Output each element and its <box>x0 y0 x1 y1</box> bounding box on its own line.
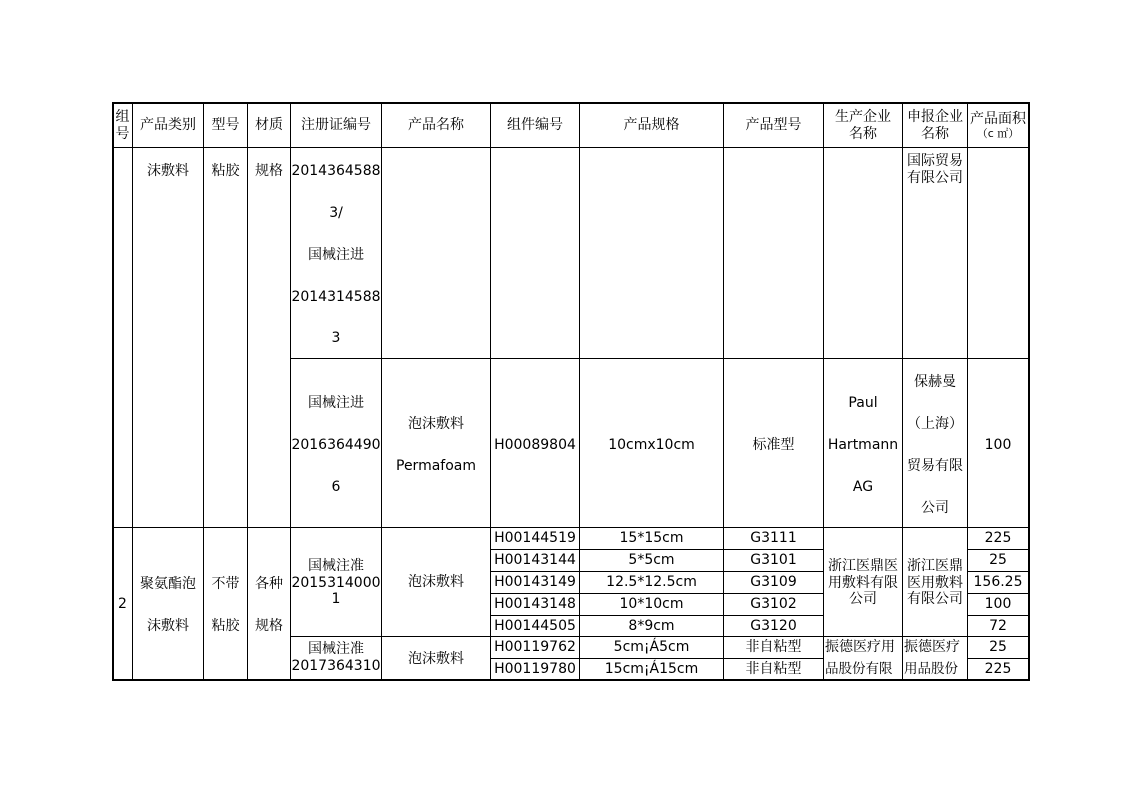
row-area: 25 <box>989 552 1007 569</box>
row-component: H00119762 <box>494 639 576 656</box>
header-product-model: 产品型号 <box>745 117 802 134</box>
group2-model: 粘胶 <box>211 617 240 634</box>
header-applicant: 申报企业 名称 <box>907 108 963 142</box>
group2-material: 规格 <box>255 617 283 634</box>
row-component: H00143148 <box>494 596 576 613</box>
group1-reg-b-line: 6 <box>331 478 341 495</box>
row-component: H00143144 <box>494 552 576 569</box>
group1-reg-a-line: 2014364588 <box>291 162 381 179</box>
group2-name-b: 泡沫敷料 <box>408 650 464 667</box>
row-model: 非自粘型 <box>745 639 802 656</box>
row-model: G3111 <box>750 530 797 547</box>
row-spec: 5*5cm <box>628 552 675 569</box>
group2-name-a: 泡沫敷料 <box>408 573 464 590</box>
group2-applicant-b: 用品股份 <box>904 660 958 677</box>
row-model: G3102 <box>750 596 797 613</box>
header-reg-no: 注册证编号 <box>301 117 371 134</box>
group1-reg-a-line: 2014314588 <box>291 288 381 305</box>
row-component: H00143149 <box>494 574 576 591</box>
group2-manufacturer-b-line1: 振德医疗用 <box>825 639 895 656</box>
header-component-no: 组件编号 <box>507 117 563 134</box>
group1-model: 粘胶 <box>211 162 240 179</box>
group1-applicant-b: 公司 <box>921 499 949 516</box>
row-area: 100 <box>984 596 1012 613</box>
group1-reg-b-line: 2016364490 <box>291 436 381 453</box>
row-spec: 15cm¡Á15cm <box>604 660 699 677</box>
group1-name-b: 泡沫敷料 <box>408 415 464 432</box>
group2-manufacturer-a: 浙江医鼎医 用敷料有限 公司 <box>828 557 898 608</box>
group1-manufacturer-b: Hartmann <box>827 436 899 453</box>
row-area: 156.25 <box>973 574 1023 591</box>
header-category: 产品类别 <box>140 117 196 134</box>
group1-applicant-b: （上海） <box>907 415 963 432</box>
row-spec: 15*15cm <box>619 530 684 547</box>
row-model: G3109 <box>750 574 797 591</box>
header-model: 型号 <box>211 117 240 134</box>
group1-reg-b-line: 国械注进 <box>308 394 364 411</box>
row-area: 225 <box>984 660 1012 677</box>
group2-manufacturer-b: 品股份有限 <box>825 660 893 677</box>
row-spec: 5cm¡Á5cm <box>613 639 690 656</box>
header-material: 材质 <box>255 117 283 134</box>
group1-category: 沫敷料 <box>147 162 189 179</box>
group1-reg-a-line: 3/ <box>329 204 343 221</box>
group1-spec-b: 10cmx10cm <box>608 436 695 453</box>
row-model: 非自粘型 <box>745 660 802 677</box>
group2-reg-b: 国械注准 2017364310 <box>291 641 381 674</box>
group2-category: 沫敷料 <box>147 617 189 634</box>
group1-component-b: H00089804 <box>494 436 576 453</box>
col-line <box>381 102 382 681</box>
group1-reg-a-line: 国械注进 <box>308 246 364 263</box>
group2-material: 各种 <box>255 575 283 592</box>
group1-applicant-b: 保赫曼 <box>914 373 956 390</box>
row-area: 72 <box>989 617 1007 634</box>
row-spec: 8*9cm <box>628 617 675 634</box>
group1-manufacturer-b: Paul <box>848 394 878 411</box>
header-area: 产品面积 （c ㎡） <box>970 110 1026 141</box>
group1-model-b: 标准型 <box>752 436 795 453</box>
table-border-bottom <box>112 679 1030 681</box>
group1-applicant-b: 贸易有限 <box>907 457 963 474</box>
header-group-no: 组 号 <box>115 108 130 142</box>
row-model: G3120 <box>750 617 797 634</box>
header-spec: 产品规格 <box>623 117 680 134</box>
group2-model: 不带 <box>211 575 240 592</box>
group1-name-b: Permafoam <box>396 457 476 474</box>
group1-reg-a-line: 3 <box>331 329 341 346</box>
row-spec: 12.5*12.5cm <box>606 574 697 591</box>
header-manufacturer: 生产企业 名称 <box>835 108 891 142</box>
group2-no: 2 <box>118 595 127 612</box>
row-component: H00144505 <box>494 617 576 634</box>
group1-subrow-divider <box>290 358 1030 359</box>
group2-category: 聚氨酯泡 <box>140 575 196 592</box>
row-area: 25 <box>989 639 1007 656</box>
group1-manufacturer-b: AG <box>852 478 874 495</box>
table-border-right <box>1028 102 1030 681</box>
row-component: H00119780 <box>494 660 576 677</box>
group2-applicant-a: 浙江医鼎 医用敷料 有限公司 <box>907 557 963 608</box>
group1-area-b: 100 <box>984 436 1012 453</box>
row-area: 225 <box>984 530 1012 547</box>
header-divider <box>112 147 1030 148</box>
group1-material: 规格 <box>255 162 283 179</box>
row-component: H00144519 <box>494 530 576 547</box>
group2-reg-a: 国械注准 2015314000 1 <box>291 557 381 608</box>
row-spec: 10*10cm <box>619 596 684 613</box>
header-product-name: 产品名称 <box>408 117 464 134</box>
row-model: G3101 <box>750 552 797 569</box>
group2-applicant-b-line1: 振德医疗 <box>904 639 960 656</box>
group1-applicant-a: 国际贸易 有限公司 <box>907 153 963 186</box>
